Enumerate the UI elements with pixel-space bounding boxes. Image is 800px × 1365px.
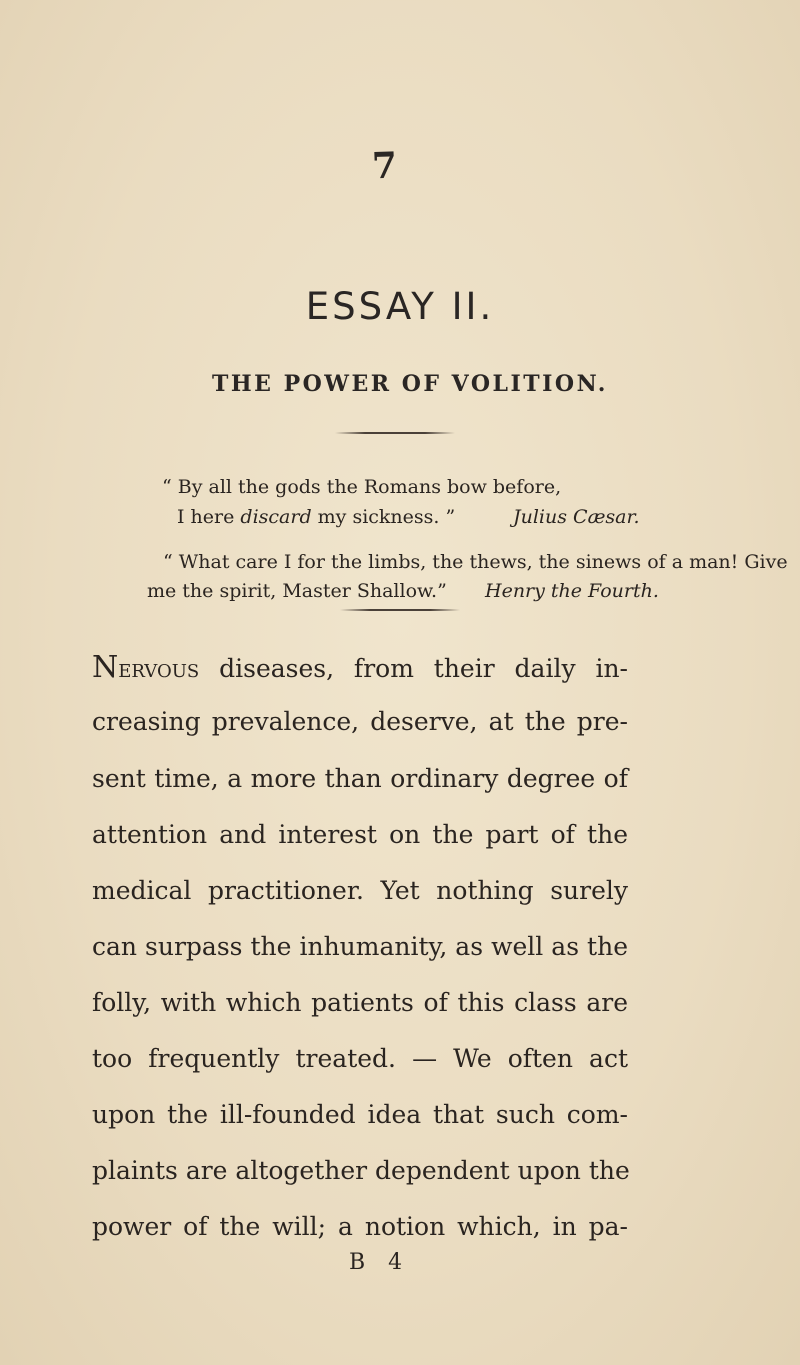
epigraph-1-line-2 <box>177 506 455 528</box>
body-line-3: sent time, a more than ordinary degree of <box>92 764 628 793</box>
epigraph-2-line-1: “ What care I for the limbs, the thews, the sinews of a man! Give <box>163 551 788 573</box>
body-line-8: too frequently treated. — We often act <box>92 1044 628 1073</box>
body-line-4: attention and interest on the part of the <box>92 820 628 849</box>
body-line-1 <box>92 650 628 685</box>
body-line-7: folly, with which patients of this class are <box>92 988 628 1017</box>
body-line-5: medical practitioner. Yet nothing surely <box>92 876 628 905</box>
epigraph-1-line-2-post: my sickness. ” <box>311 506 456 528</box>
epigraph-1-line-1: “ By all the gods the Romans bow before, <box>162 476 562 498</box>
body-line-11: power of the will; a notion which, in pa- <box>92 1212 628 1241</box>
epigraph-1-attribution: Julius Cæsar. <box>513 506 640 528</box>
body-line-1-text: diseases, from their daily in- <box>199 654 628 683</box>
drop-cap: N <box>92 650 119 685</box>
signature-mark: B 4 <box>349 1250 411 1275</box>
first-word-rest: ervous <box>118 654 200 683</box>
body-line-2: creasing prevalence, deserve, at the pre- <box>92 707 628 736</box>
epigraph-1-line-2-pre: I here <box>177 506 241 528</box>
epigraph-2-attribution: Henry the Fourth. <box>485 580 659 602</box>
body-line-9: upon the ill-founded idea that such com- <box>92 1100 628 1129</box>
body-line-6: can surpass the inhumanity, as well as the <box>92 932 628 961</box>
body-line-10: plaints are altogether dependent upon the <box>92 1156 630 1185</box>
page-number: 7 <box>371 144 398 188</box>
epigraph-1-italic-word: discard <box>240 506 312 528</box>
essay-subtitle: THE POWER OF VOLITION. <box>212 371 608 397</box>
essay-title: ESSAY II. <box>305 285 495 328</box>
epigraph-2-line-2: me the spirit, Master Shallow.” <box>147 580 447 602</box>
ornamental-rule-bottom <box>340 609 460 611</box>
ornamental-rule-top <box>335 432 455 434</box>
